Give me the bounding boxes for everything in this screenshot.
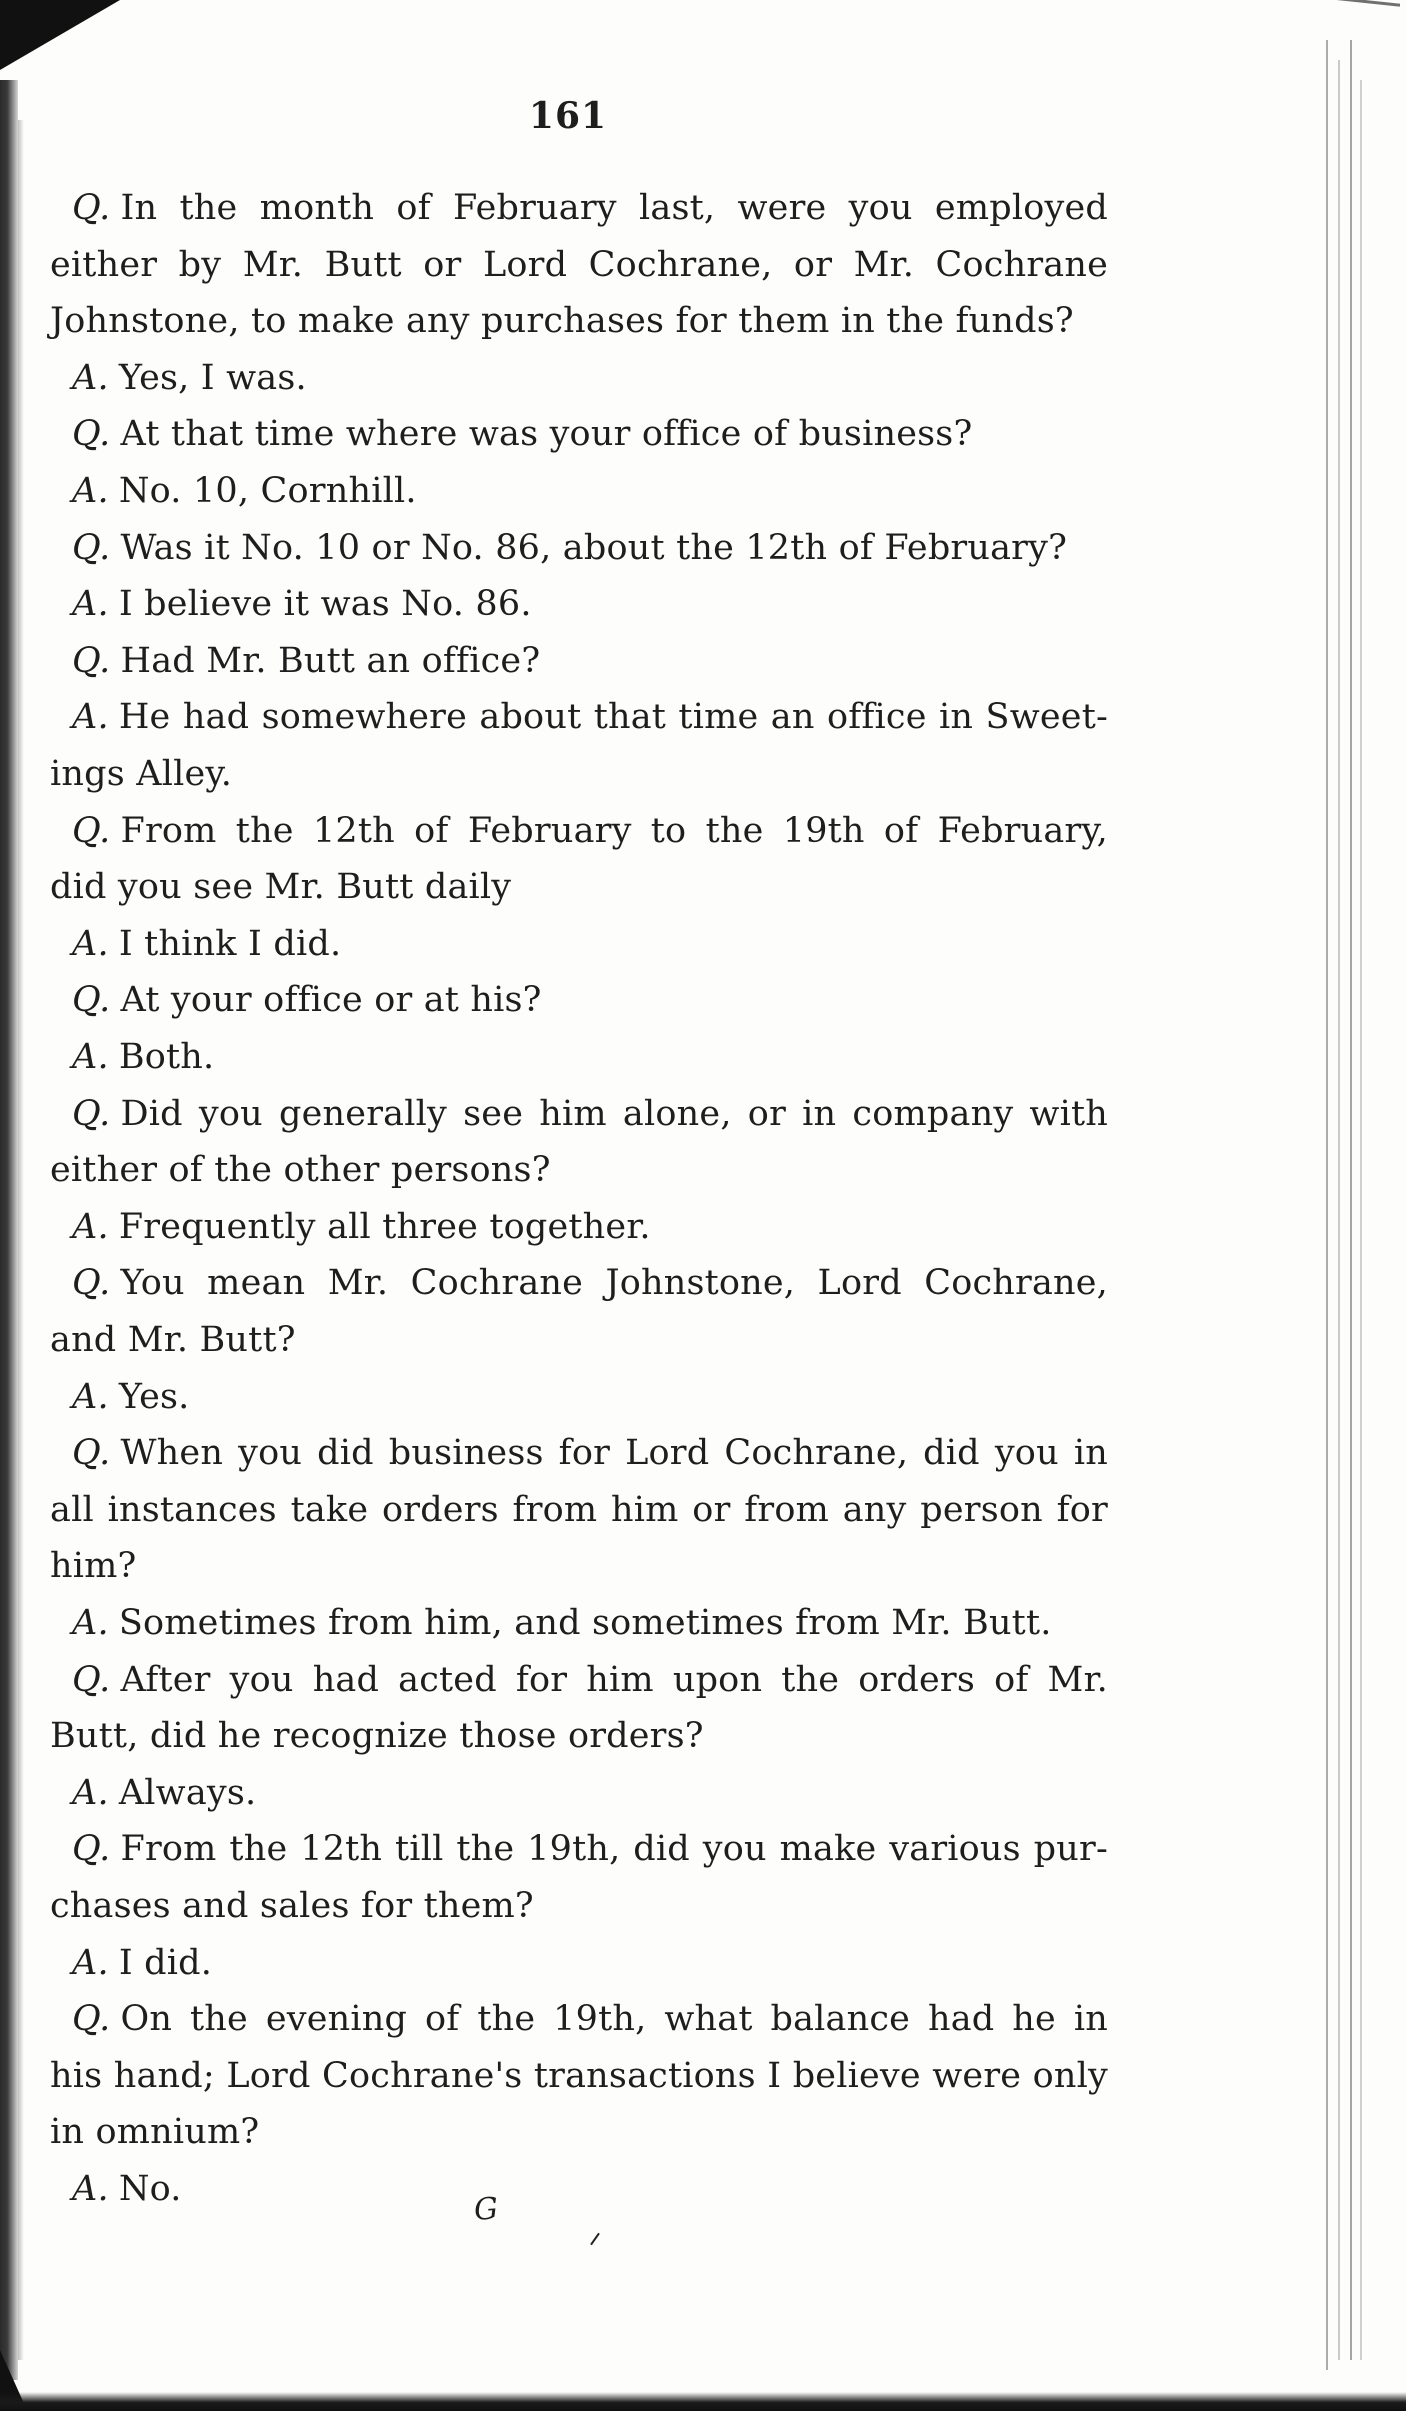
line-text: all instances take orders from him or from any person for [50,1489,1108,1530]
speaker-label: A. [72,2169,109,2209]
scan-bottom-edge [0,2392,1406,2411]
line-text: Was it No. 10 or No. 86, about the 12th of February? [120,527,1068,568]
line-text: No. 10, Cornhill. [118,471,417,511]
scan-left-edge-gradient [18,120,24,2360]
speaker-label: Q. [72,1263,111,1304]
line-text: either by Mr. Butt or Lord Cochrane, or Mr. Cochrane [50,244,1108,285]
scan-right-edge-line [1338,60,1340,2360]
line-text: Butt, did he recognize those orders? [50,1716,704,1757]
continuation-line [50,245,1108,285]
answer-line [72,1943,212,1983]
line-text: ings Alley. [50,754,233,794]
continuation-line [50,1886,534,1926]
speaker-label: Q. [72,1659,111,1700]
speaker-label: Q. [72,1999,111,2040]
speaker-label: Q. [72,1433,111,1474]
question-line [72,414,972,454]
question-line [72,188,1108,228]
stray-mark [590,2233,600,2246]
speaker-label: A. [72,697,109,738]
answer-line [72,1207,651,1247]
line-text: You mean Mr. Cochrane Johnstone, Lord Cochrane, [120,1263,1108,1304]
line-text: Johnstone, to make any purchases for them in the funds? [50,301,1074,342]
line-text: and Mr. Butt? [50,1320,296,1360]
speaker-label: Q. [72,810,111,851]
question-line [72,1433,1108,1473]
answer-line [72,1773,256,1813]
line-text: him? [50,1546,137,1587]
answer-line [72,2169,182,2209]
scan-left-edge-shadow [0,80,18,2380]
scan-right-edge-line [1326,40,1328,2370]
continuation-line [50,1150,551,1190]
continuation-line [50,1716,704,1756]
question-line [72,980,542,1020]
scan-corner-mark [0,0,120,70]
question-line [72,1829,1108,1869]
speaker-label: Q. [72,640,111,681]
speaker-label: A. [72,1772,109,1813]
line-text: in omnium? [50,2112,260,2153]
line-text: After you had acted for him upon the orders of Mr. [120,1659,1108,1700]
continuation-line [50,301,1074,341]
scan-right-edge-line [1350,40,1352,2360]
speaker-label: A. [72,923,109,964]
line-text: From the 12th till the 19th, did you make various pur- [120,1829,1108,1870]
answer-line [72,471,417,511]
speaker-label: Q. [72,1093,111,1134]
catchword: G [472,2191,500,2228]
continuation-line [50,754,232,794]
line-text: At your office or at his? [120,980,542,1021]
line-text: Yes, I was. [118,357,307,398]
question-line [72,1660,1108,1700]
line-text: No. [118,2169,182,2209]
line-text: When you did business for Lord Cochrane, did you in [120,1433,1108,1474]
scan-right-edge-line [1360,80,1362,2360]
continuation-line [50,2056,1108,2096]
line-text: I believe it was No. 86. [118,584,532,625]
line-text: did you see Mr. Butt daily [50,867,512,908]
answer-line [72,1603,1052,1643]
continuation-line [50,1320,296,1360]
answer-line [72,1037,214,1077]
line-text: At that time where was your office of business? [120,414,973,455]
line-text: Did you generally see him alone, or in company with [120,1093,1108,1134]
question-line [72,1094,1108,1134]
continuation-line [50,1490,1108,1530]
answer-line [72,697,1108,737]
line-text: He had somewhere about that time an office in Sweet- [118,697,1108,738]
line-text: I did. [118,1942,213,1983]
line-text: I think I did. [118,923,342,964]
speaker-label: A. [72,1037,109,1077]
line-text: Had Mr. Butt an office? [120,640,541,681]
line-text: In the month of February last, were you employed [120,188,1108,228]
line-text: From the 12th of February to the 19th of February, [120,810,1108,851]
answer-line [72,1377,189,1417]
line-text: Always. [118,1772,257,1813]
scan-top-right-mark [1330,0,1400,21]
answer-line [72,584,532,624]
line-text: On the evening of the 19th, what balance had he in [120,1999,1108,2040]
speaker-label: Q. [72,527,111,568]
line-text: either of the other persons? [50,1150,551,1191]
continuation-line [50,2112,259,2152]
continuation-line [50,1546,137,1586]
speaker-label: A. [72,357,109,398]
question-line [72,1999,1108,2039]
speaker-label: Q. [72,188,111,228]
page-number: 161 [528,95,608,137]
line-text: Both. [118,1037,215,1077]
question-line [72,1263,1108,1303]
speaker-label: A. [72,471,109,511]
line-text: Frequently all three together. [118,1206,651,1247]
speaker-label: A. [72,1376,109,1417]
line-text: chases and sales for them? [50,1886,534,1926]
speaker-label: A. [72,1942,109,1983]
continuation-line [50,867,511,907]
scan-corner-mark-edge [0,0,12,60]
answer-line [72,358,307,398]
speaker-label: A. [72,584,109,625]
line-text: Sometimes from him, and sometimes from Mr. Butt. [118,1603,1052,1643]
speaker-label: Q. [72,980,111,1021]
speaker-label: A. [72,1206,109,1247]
line-text: his hand; Lord Cochrane's transactions I believe were only [50,2055,1108,2096]
answer-line [72,924,341,964]
speaker-label: Q. [72,414,111,455]
line-text: Yes. [118,1376,190,1417]
question-line [72,528,1067,568]
speaker-label: Q. [72,1829,111,1870]
question-line [72,811,1108,851]
speaker-label: A. [72,1603,109,1643]
question-line [72,641,540,681]
